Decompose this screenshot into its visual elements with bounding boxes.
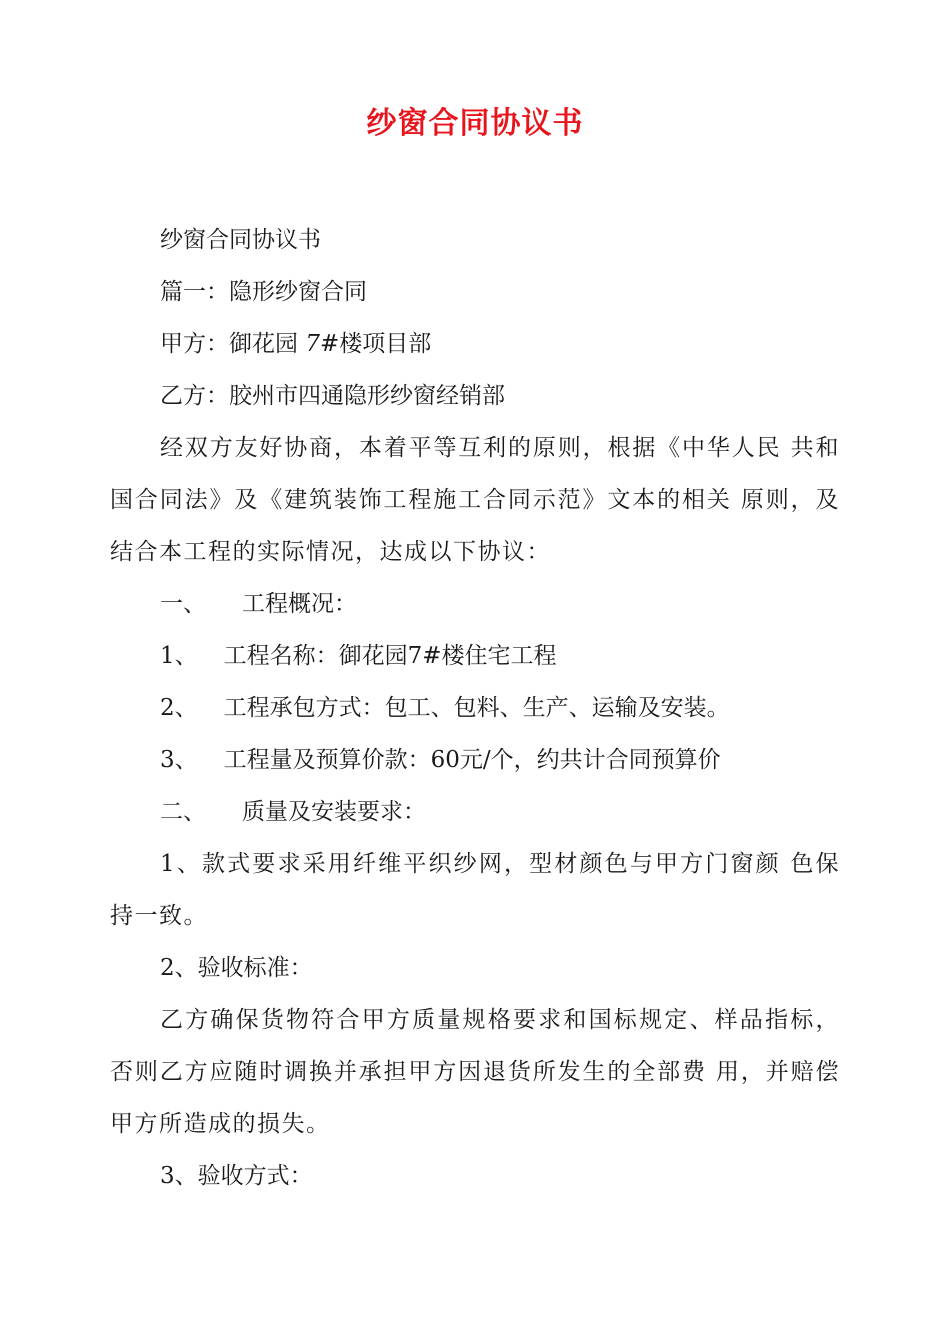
document-body xyxy=(110,214,840,1202)
paragraph-party-a xyxy=(110,318,840,370)
item-three xyxy=(110,734,840,786)
section-one-heading xyxy=(110,578,840,630)
item-two-text: 工程承包方式：包工、包料、生产、运输及安装。 xyxy=(223,695,730,721)
section-one-text: 工程概况： xyxy=(242,591,357,617)
item-one-number: 1、 xyxy=(160,643,198,669)
section-two-heading xyxy=(110,786,840,838)
section-two-text: 质量及安装要求： xyxy=(242,799,426,825)
paragraph-party-b: 乙方：胶州市四通隐形纱窗经销部 xyxy=(160,383,505,409)
paragraph-preamble: 经双方友好协商，本着平等互利的原则，根据《中华人民 共和国合同法》及《建筑装饰工程施工合同示范》文本的相关 原则，及结合本工程的实际情况，达成以下协议： xyxy=(110,435,840,565)
paragraph-part-one: 篇一：隐形纱窗合同 xyxy=(160,279,367,305)
document-title: 纱窗合同协议书 xyxy=(366,106,584,141)
section-two-number: 二、 xyxy=(160,799,206,825)
party-a-label: 甲方：御花园 xyxy=(160,331,298,357)
paragraph-heading: 纱窗合同协议书 xyxy=(160,227,321,253)
quality-item-two-body: 乙方确保货物符合甲方质量规格要求和国标规定、样品指标，否则乙方应随时调换并承担甲方因退货所发生的全部费 用，并赔偿甲方所造成的损失。 xyxy=(110,1007,840,1137)
quality-item-three: 3、验收方式： xyxy=(160,1163,313,1189)
item-three-text: 工程量及预算价款：60元/个，约共计合同预算价 xyxy=(223,747,721,773)
item-three-number: 3、 xyxy=(160,747,198,773)
item-one xyxy=(110,630,840,682)
quality-item-one: 1、款式要求采用纤维平织纱网，型材颜色与甲方门窗颜 色保持一致。 xyxy=(110,851,840,929)
section-one-number: 一、 xyxy=(160,591,206,617)
item-two-number: 2、 xyxy=(160,695,198,721)
party-a-rest: 楼项目部 xyxy=(339,331,432,357)
quality-item-two: 2、验收标准： xyxy=(160,955,313,981)
party-a-building: 7# xyxy=(305,331,340,357)
item-two xyxy=(110,682,840,734)
item-one-text: 工程名称：御花园7#楼住宅工程 xyxy=(223,643,557,669)
